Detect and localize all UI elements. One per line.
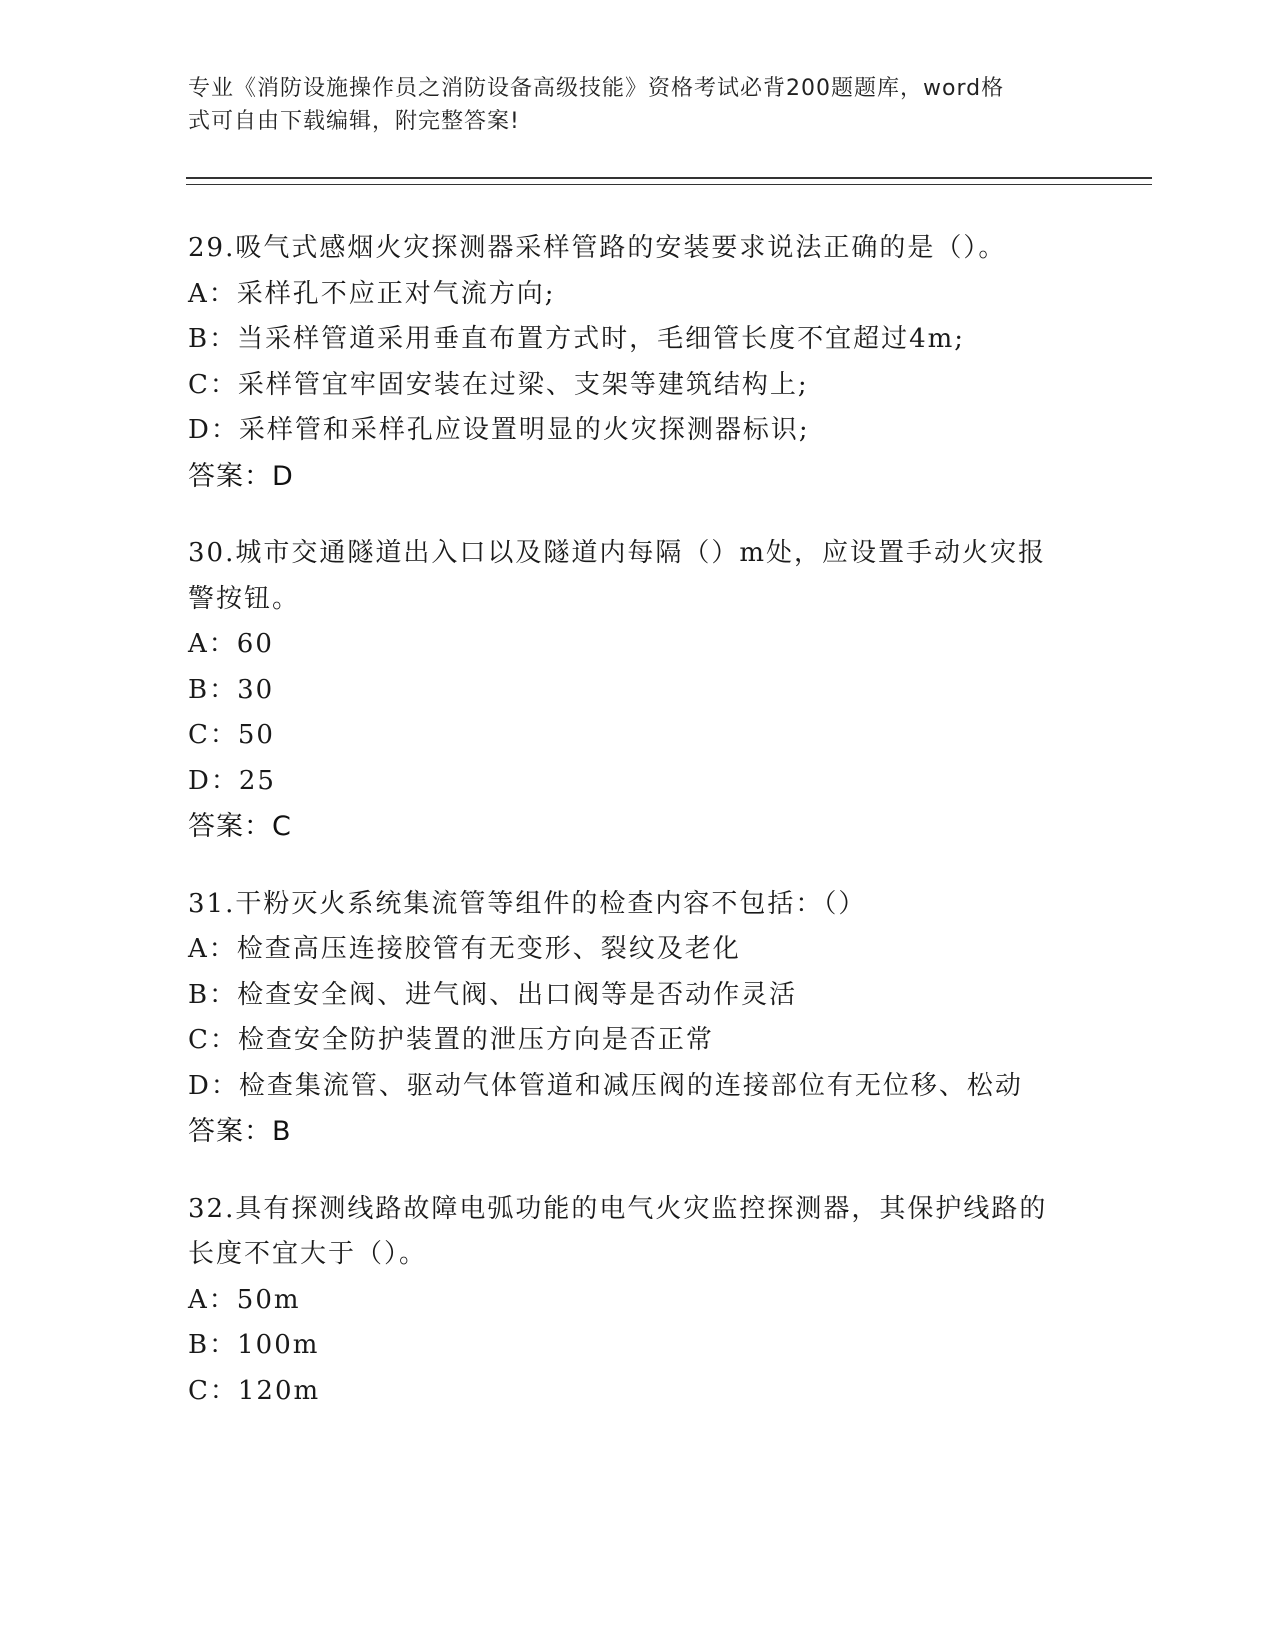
option-a: A：50m (188, 1284, 301, 1315)
question-stem-continued: 长度不宜大于（）。 (188, 1239, 428, 1269)
question-32 (188, 1187, 1088, 1415)
question-31 (188, 882, 1088, 1155)
question-stem-continued: 警按钮。 (188, 583, 301, 614)
option-a: A：检查高压连接胶管有无变形、裂纹及老化 (188, 934, 741, 964)
option-c: C：检查安全防护装置的泄压方向是否正常 (188, 1025, 714, 1055)
option-b: B：检查安全阀、进气阀、出口阀等是否动作灵活 (188, 979, 798, 1010)
document-header (188, 72, 1068, 138)
question-30 (188, 531, 1088, 850)
option-c: C：50 (188, 720, 275, 750)
answer: 答案：D (188, 460, 294, 492)
answer: 答案：B (188, 1116, 292, 1147)
header-divider (186, 177, 1152, 185)
option-a: A：60 (188, 629, 274, 659)
question-stem: 31.干粉灭火系统集流管等组件的检查内容不包括：（） (188, 888, 867, 919)
option-d: D：采样管和采样孔应设置明显的火灾探测器标识; (188, 415, 810, 445)
option-c: C：采样管宜牢固安装在过梁、支架等建筑结构上; (188, 369, 809, 400)
option-b: B：当采样管道采用垂直布置方式时，毛细管长度不宜超过4m; (188, 324, 966, 354)
option-a: A：采样孔不应正对气流方向; (188, 278, 556, 309)
question-stem: 30.城市交通隧道出入口以及隧道内每隔（）m处，应设置手动火灾报 (188, 538, 1047, 568)
option-d: D：检查集流管、驱动气体管道和减压阀的连接部位有无位移、松动 (188, 1070, 1023, 1101)
question-29 (188, 226, 1088, 499)
option-b: B：30 (188, 674, 275, 705)
question-stem: 29.吸气式感烟火灾探测器采样管路的安装要求说法正确的是（）。 (188, 233, 1007, 263)
header-line-2: 式可自由下载编辑，附完整答案! (188, 109, 520, 134)
option-c: C：120m (188, 1375, 321, 1406)
question-stem: 32.具有探测线路故障电弧功能的电气火灾监控探测器，其保护线路的 (188, 1193, 1048, 1224)
option-d: D：25 (188, 765, 276, 796)
question-list (188, 226, 1088, 1446)
answer: 答案：C (188, 811, 292, 842)
option-b: B：100m (188, 1330, 320, 1360)
header-line-1: 专业《消防设施操作员之消防设备高级技能》资格考试必背200题题库，word格 (188, 76, 1005, 101)
